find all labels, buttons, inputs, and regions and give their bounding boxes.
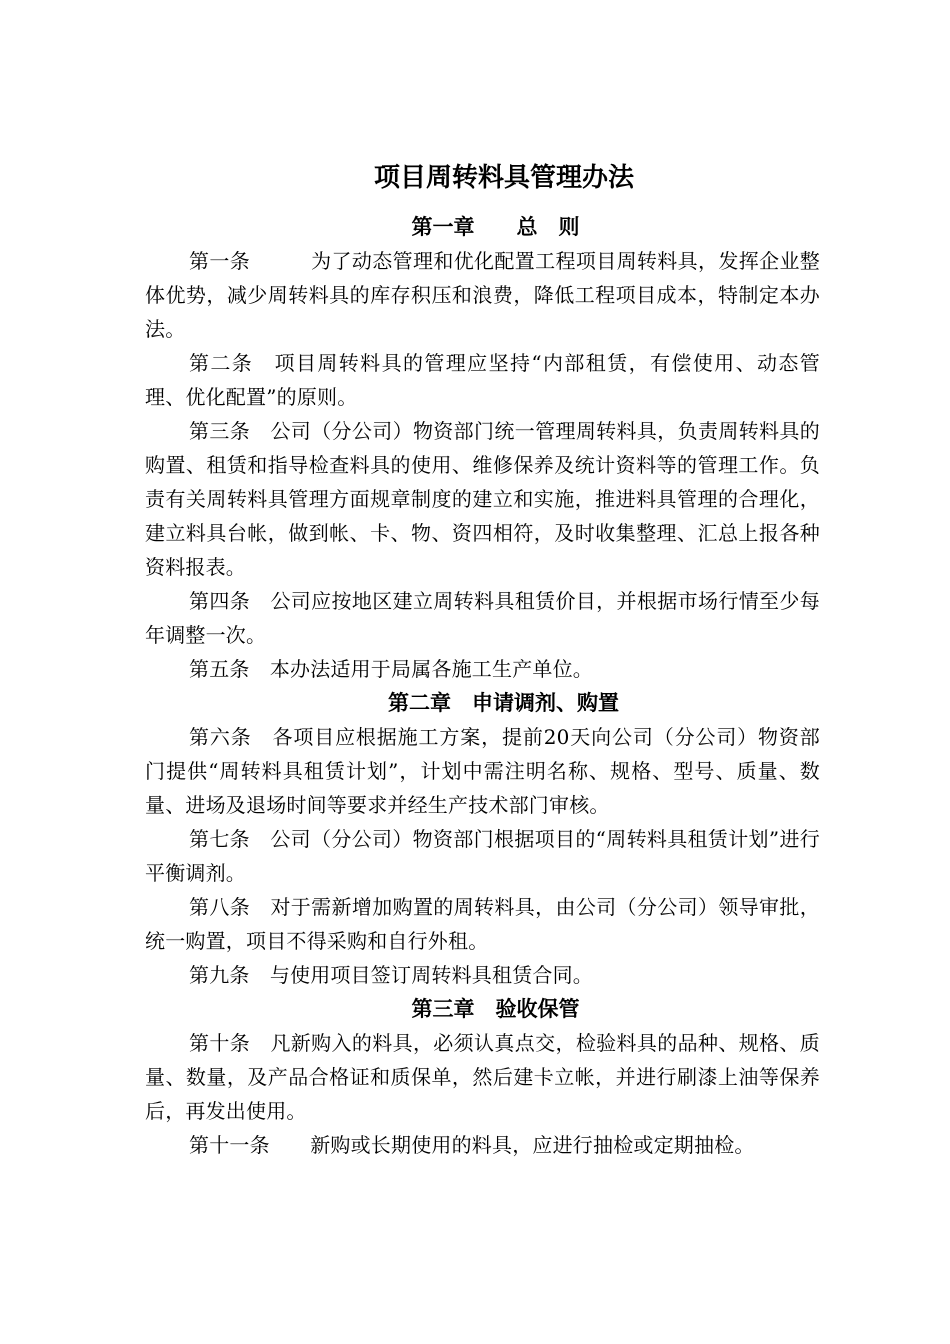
article-number: 第七条 — [189, 827, 271, 851]
article-paragraph — [145, 346, 820, 414]
article-text: 新购或长期使用的料具，应进行抽检或定期抽检。 — [310, 1133, 755, 1157]
article-number: 第八条 — [189, 895, 271, 919]
document-body — [145, 210, 820, 1162]
article-text: 项目周转料具的管理应坚持“内部租赁，有偿使用、动态管理、优化配置”的原则。 — [145, 351, 820, 409]
article-number: 第四条 — [189, 589, 271, 613]
article-paragraph — [145, 584, 820, 652]
article-number: 第六条 — [189, 725, 273, 749]
article-paragraph — [145, 414, 820, 584]
chapter-heading: 第一章 总 则 — [411, 215, 580, 239]
document-title: 项目周转料具管理办法 — [373, 163, 634, 193]
article-text: 公司（分公司）物资部门根据项目的“周转料具租赁计划”进行平衡调剂。 — [145, 827, 820, 885]
article-paragraph — [145, 652, 820, 686]
article-paragraph — [145, 890, 820, 958]
article-paragraph — [145, 1026, 820, 1128]
article-number: 第三条 — [189, 419, 271, 443]
article-paragraph — [145, 1128, 820, 1162]
article-number: 第二条 — [189, 351, 275, 375]
article-paragraph — [145, 822, 820, 890]
article-number: 第九条 — [189, 963, 270, 987]
chapter-heading: 第二章 申请调剂、购置 — [388, 691, 619, 715]
article-text: 与使用项目签订周转料具租赁合同。 — [269, 963, 594, 987]
article-text: 公司（分公司）物资部门统一管理周转料具，负责周转料具的购置、租赁和指导检查料具的使用、维修保养及统计资料等的管理工作。负责有关周转料具管理方面规章制度的建立和实施，推进料具管理的合理化，建立料具台帐，做到帐、卡、物、资四相符，及时收集整理、汇总上报各种资料报表。 — [145, 419, 820, 579]
article-text: 公司应按地区建立周转料具租赁价目，并根据市场行情至少每年调整一次。 — [145, 589, 820, 647]
article-text: 对于需新增加购置的周转料具，由公司（分公司）领导审批，统一购置，项目不得采购和自行外租。 — [145, 895, 820, 953]
article-text: 凡新购入的料具，必须认真点交，检验料具的品种、规格、质量、数量，及产品合格证和质保单，然后建卡立帐，并进行刷漆上油等保养后，再发出使用。 — [145, 1031, 820, 1123]
article-paragraph — [145, 244, 820, 346]
article-text: 各项目应根据施工方案，提前20天向公司（分公司）物资部门提供“周转料具租赁计划”，计划中需注明名称、规格、型号、质量、数量、进场及退场时间等要求并经生产技术部门审核。 — [145, 725, 820, 817]
chapter-heading: 第三章 验收保管 — [411, 997, 580, 1021]
article-text: 本办法适用于局属各施工生产单位。 — [269, 657, 594, 681]
article-number: 第十条 — [189, 1031, 271, 1055]
article-number: 第五条 — [189, 657, 270, 681]
article-text: 为了动态管理和优化配置工程项目周转料具，发挥企业整体优势，减少周转料具的库存积压和浪费，降低工程项目成本，特制定本办法。 — [145, 249, 821, 341]
article-paragraph — [145, 720, 820, 822]
article-number: 第一条 — [189, 249, 312, 273]
article-paragraph — [145, 958, 820, 992]
article-number: 第十一条 — [189, 1133, 311, 1157]
